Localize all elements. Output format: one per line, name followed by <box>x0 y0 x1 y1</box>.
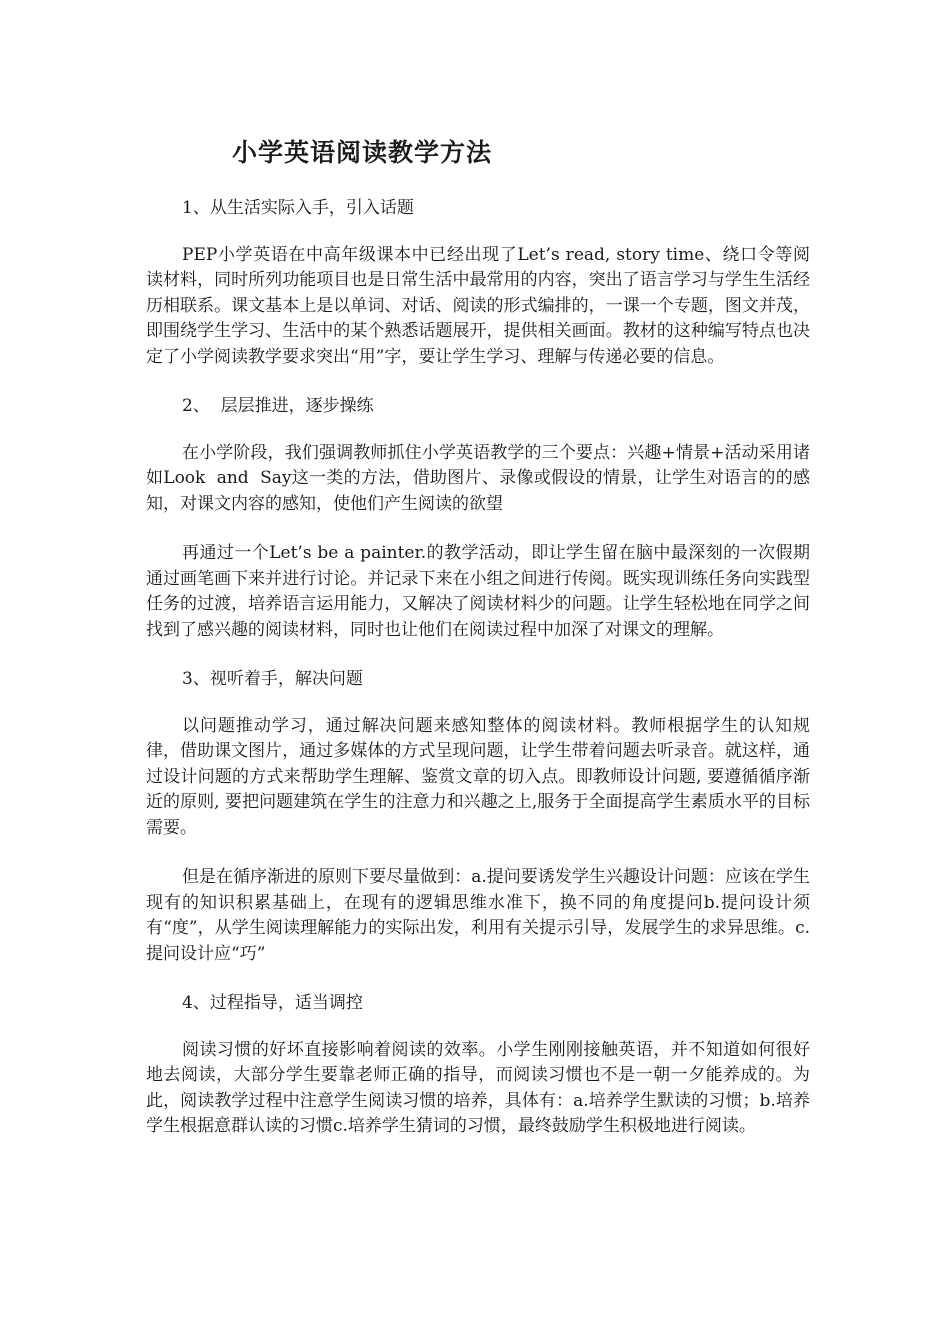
document-body <box>146 196 810 1140</box>
section-heading-4: 4、过程指导，适当调控 <box>182 993 363 1013</box>
paragraph-1: PEP小学英语在中高年级课本中已经出现了Let’s read, story time、绕口令等阅读材料，同时所列功能项目也是日常生活中最常用的内容，突出了语言学习与学生生活经历相联系。课文基本上是以单词、对话、阅读的形式编排的，一课一个专题，图文并茂，即围绕学生学习、生活中的某个熟悉话题展开，提供相关画面。教材的这种编写特点也决定了小学阅读教学要求突出“用”字，要让学生学习、理解与传递必要的信息。 <box>146 244 810 367</box>
paragraph-2: 在小学阶段，我们强调教师抓住小学英语教学的三个要点：兴趣+情景+活动采用诸如Look and Say这一类的方法，借助图片、录像或假设的情景，让学生对语言的的感知，对课文内容的感知，使他们产生阅读的欲望 <box>146 442 810 514</box>
section-heading-3: 3、视听着手，解决问题 <box>182 669 363 689</box>
paragraph-3: 再通过一个Let’s be a painter.的教学活动，即让学生留在脑中最深刻的一次假期通过画笔画下来并进行讨论。并记录下来在小组之间进行传阅。既实现训练任务向实践型任务的过渡，培养语言运用能力，又解决了阅读材料少的问题。让学生轻松地在同学之间找到了感兴趣的阅读材料，同时也让他们在阅读过程中加深了对课文的理解。 <box>146 543 810 640</box>
paragraph-6: 阅读习惯的好坏直接影响着阅读的效率。小学生刚刚接触英语，并不知道如何很好地去阅读，大部分学生要靠老师正确的指导，而阅读习惯也不是一朝一夕能养成的。为此，阅读教学过程中注意学生阅读习惯的培养，具体有：a.培养学生默读的习惯；b.培养学生根据意群认读的习惯c.培养学生猜词的习惯，最终鼓励学生积极地进行阅读。 <box>146 1039 810 1136</box>
document-title: 小学英语阅读教学方法 <box>232 138 493 167</box>
section-heading-1: 1、从生活实际入手，引入话题 <box>182 198 414 218</box>
paragraph-4: 以问题推动学习，通过解决问题来感知整体的阅读材料。教师根据学生的认知规律，借助课文图片，通过多媒体的方式呈现问题，让学生带着问题去听录音。就这样，通过设计问题的方式来帮助学生理解、鉴赏文章的切入点。即教师设计问题, 要遵循循序渐近的原则, 要把问题建筑在学生的注意力和兴趣之上,服务于全面提高学生素质水平的目标需要。 <box>146 715 810 838</box>
section-heading-2: 2、 层层推进，逐步操练 <box>182 396 374 416</box>
paragraph-5: 但是在循序渐进的原则下要尽量做到：a.提问要诱发学生兴趣设计问题：应该在学生现有的知识积累基础上，在现有的逻辑思维水准下，换不同的角度提问b.提问设计须有“度”，从学生阅读理解能力的实际出发，利用有关提示引导，发展学生的求异思维。c.提问设计应“巧” <box>146 867 810 964</box>
